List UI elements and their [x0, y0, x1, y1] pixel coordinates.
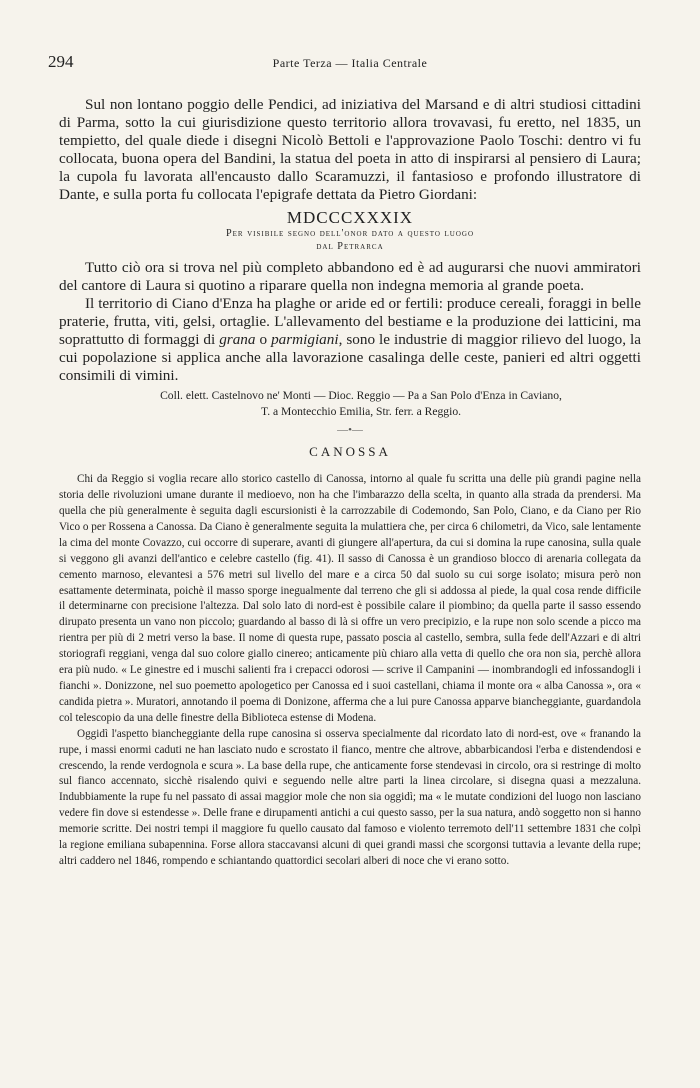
- paragraph-canossa-1: Chi da Reggio si voglia recare allo storico castello di Canossa, intorno al quale fu scritta una delle più grandi pagine nella storia delle rivoluzioni umane durante il medioevo, non ha che l'imbarazzo della scelta, in quanto alla strada da prendersi. Ma quella che più generalmente è seguita dagli escursionisti è la carrozzabile di Codemondo, San Polo, Ciano, e da Ciano per Rio Vico o per Rossena a Canossa. Da Ciano è generalmente seguita la mulattiera che, per circa 6 chilometri, da Vico, sale lentamente la cima del monte Covazzo, cui occorre di superare, avanti di giungere all'apertura, da cui si domina la rupe canosina, sulla quale si veggono gli avanzi dell'antico e celebre castello (fig. 41). Il sasso di Canossa è un grandioso blocco di arenaria collegata da cemento marnoso, elevantesi a 576 metri sul livello del mare e a circa 50 dal suolo su cui sorge isolato; misura però non esattamente determinata, poichè il masso sporge inegualmente dal terreno che gli si addossa al piede, la qual cosa rende difficile il determinarne con precisione l'altezza. Dal solo lato di nord-est è possibile calare il piombino; da quella parte il sasso essendo dirupato presenta un vano non piccolo; guardando al basso di là si offre un vero precipizio, e la rupe non solo scende a picco ma rientra per più di 2 metri verso la base. Il nome di questa rupe, passato poscia al castello, sembra, sulla fede dell'Azzari e di altri storiografi reggiani, venga dal suo colore giallo cinereo; anticamente più chiaro alla vetta di quello che ora non sia, perchè allora era più nudo. « Le ginestre ed i muschi salienti fra i crepacci odorosi — scrive il Campanini — inombrandogli ed infossandogli i fianchi ». Donizzone, nel suo poemetto apologetico per Canossa ed i suoi castellani, chiama il monte ora « alba Canossa », ora « candida pietra ». Muratori, annotando il poema di Donizone, afferma che a lui pure Canossa apparve biancheggiante, guardandola col telescopio da una delle finestre della Biblioteca estense di Modena.: [59, 473, 641, 724]
- territorio-text-1: Il territorio di Ciano d'Enza ha plaghe or aride ed or fertili: produce cereali, foraggi in belle praterie, frutta, viti, gelsi, ortaglie. L'allevamento del bestiame e la produzione dei latticini, ma soprattutto di formaggi di: [59, 294, 641, 348]
- epigraph: [59, 208, 641, 253]
- collegio-line-1: Coll. elett. Castelnovo ne' Monti — Dioc. Reggio — Pa a San Polo d'Enza in Caviano,: [160, 389, 562, 403]
- section-divider: —•—: [337, 424, 363, 437]
- paragraph-territorio: [59, 295, 641, 385]
- epigraph-line-2: dal Petrarca: [316, 240, 384, 252]
- collegio-info: [59, 388, 641, 420]
- paragraph-abbandono: Tutto ciò ora si trova nel più completo abbandono ed è ad augurarsi che nuovi ammiratori del cantore di Laura si quotino a riparare quella non indegna memoria al grande poeta.: [59, 258, 641, 294]
- paragraph-canossa-2: Oggidì l'aspetto biancheggiante della rupe canosina si osserva specialmente dal ricordato lato di nord-est, ove « franando la rupe, i massi enormi caduti ne han lasciato nudo e scrostato il fianco, mentre che altrove, abbarbicandosi l'erba e distendendosi e crescendo, la rende verdognola e scura ». La base della rupe, che anticamente forse stendevasi in circolo, ora si restringe di molto sul fianco accennato, sicchè risalendo quivi e seguendo nelle altre parti la linea circolare, si disegna quasi a mezzaluna. Indubbiamente la rupe fu nel passato di assai maggior mole che non sia oggidì; ma « le mutate condizioni del luogo non lasciano vedere fin dove si estendesse ». Delle frane e dirupamenti antichi a cui questo sasso, per la sua natura, andò soggetto non si hanno memorie scritte. Dei nostri tempi il maggiore fu quello causato dal famoso e violento terremoto dell'11 settembre 1831 che colpì la regione emiliana subapennina. Forse allora staccavansi alcuni di quei grandi massi che scorgonsi tuttavia a levante della rupe; altri caddero nel 1846, rompendo e schiantando quattordici secolari alberi di noce che vi erano sotto.: [59, 727, 641, 867]
- page-body: [59, 96, 641, 870]
- paragraph-pendici: Sul non lontano poggio delle Pendici, ad iniziativa del Marsand e di altri studiosi cittadini di Parma, sotto la cui giurisdizione questo territorio allora trovavasi, fu eretto, nel 1835, un tempietto, del quale diede i disegni Nicolò Bettoli e l'approvazione Paolo Toschi: dentro vi fu collocata, buona opera del Bandini, la statua del poeta in atto di inspirarsi al pensiero di Laura; la cupola fu lavorata all'encausto dallo Scaramuzzi, il fantasioso e profondo illustratore di Dante, e sulla porta fu collocata l'epigrafe dettata da Pietro Giordani:: [59, 96, 641, 204]
- territorio-text-2: o: [255, 330, 272, 348]
- epigraph-year: MDCCCXXXIX: [286, 207, 414, 227]
- territorio-italic-grana: grana: [219, 330, 256, 348]
- territorio-italic-parmigiani: parmigiani: [271, 330, 339, 348]
- epigraph-line-1: Per visibile segno dell'onor dato a questo luogo: [225, 227, 475, 239]
- running-head: Parte Terza — Italia Centrale: [272, 56, 428, 70]
- territorio-text-3: , sono le industrie di maggior rilievo del luogo, la cui popolazione si applica anche alla lavorazione casalinga delle ceste, panieri ed altri oggetti consimili di vimini.: [59, 330, 642, 385]
- page-header: [48, 52, 652, 76]
- section-title-canossa: CANOSSA: [309, 444, 391, 460]
- page-number: 294: [48, 52, 74, 71]
- collegio-line-2: T. a Montecchio Emilia, Str. ferr. a Reggio.: [260, 405, 462, 419]
